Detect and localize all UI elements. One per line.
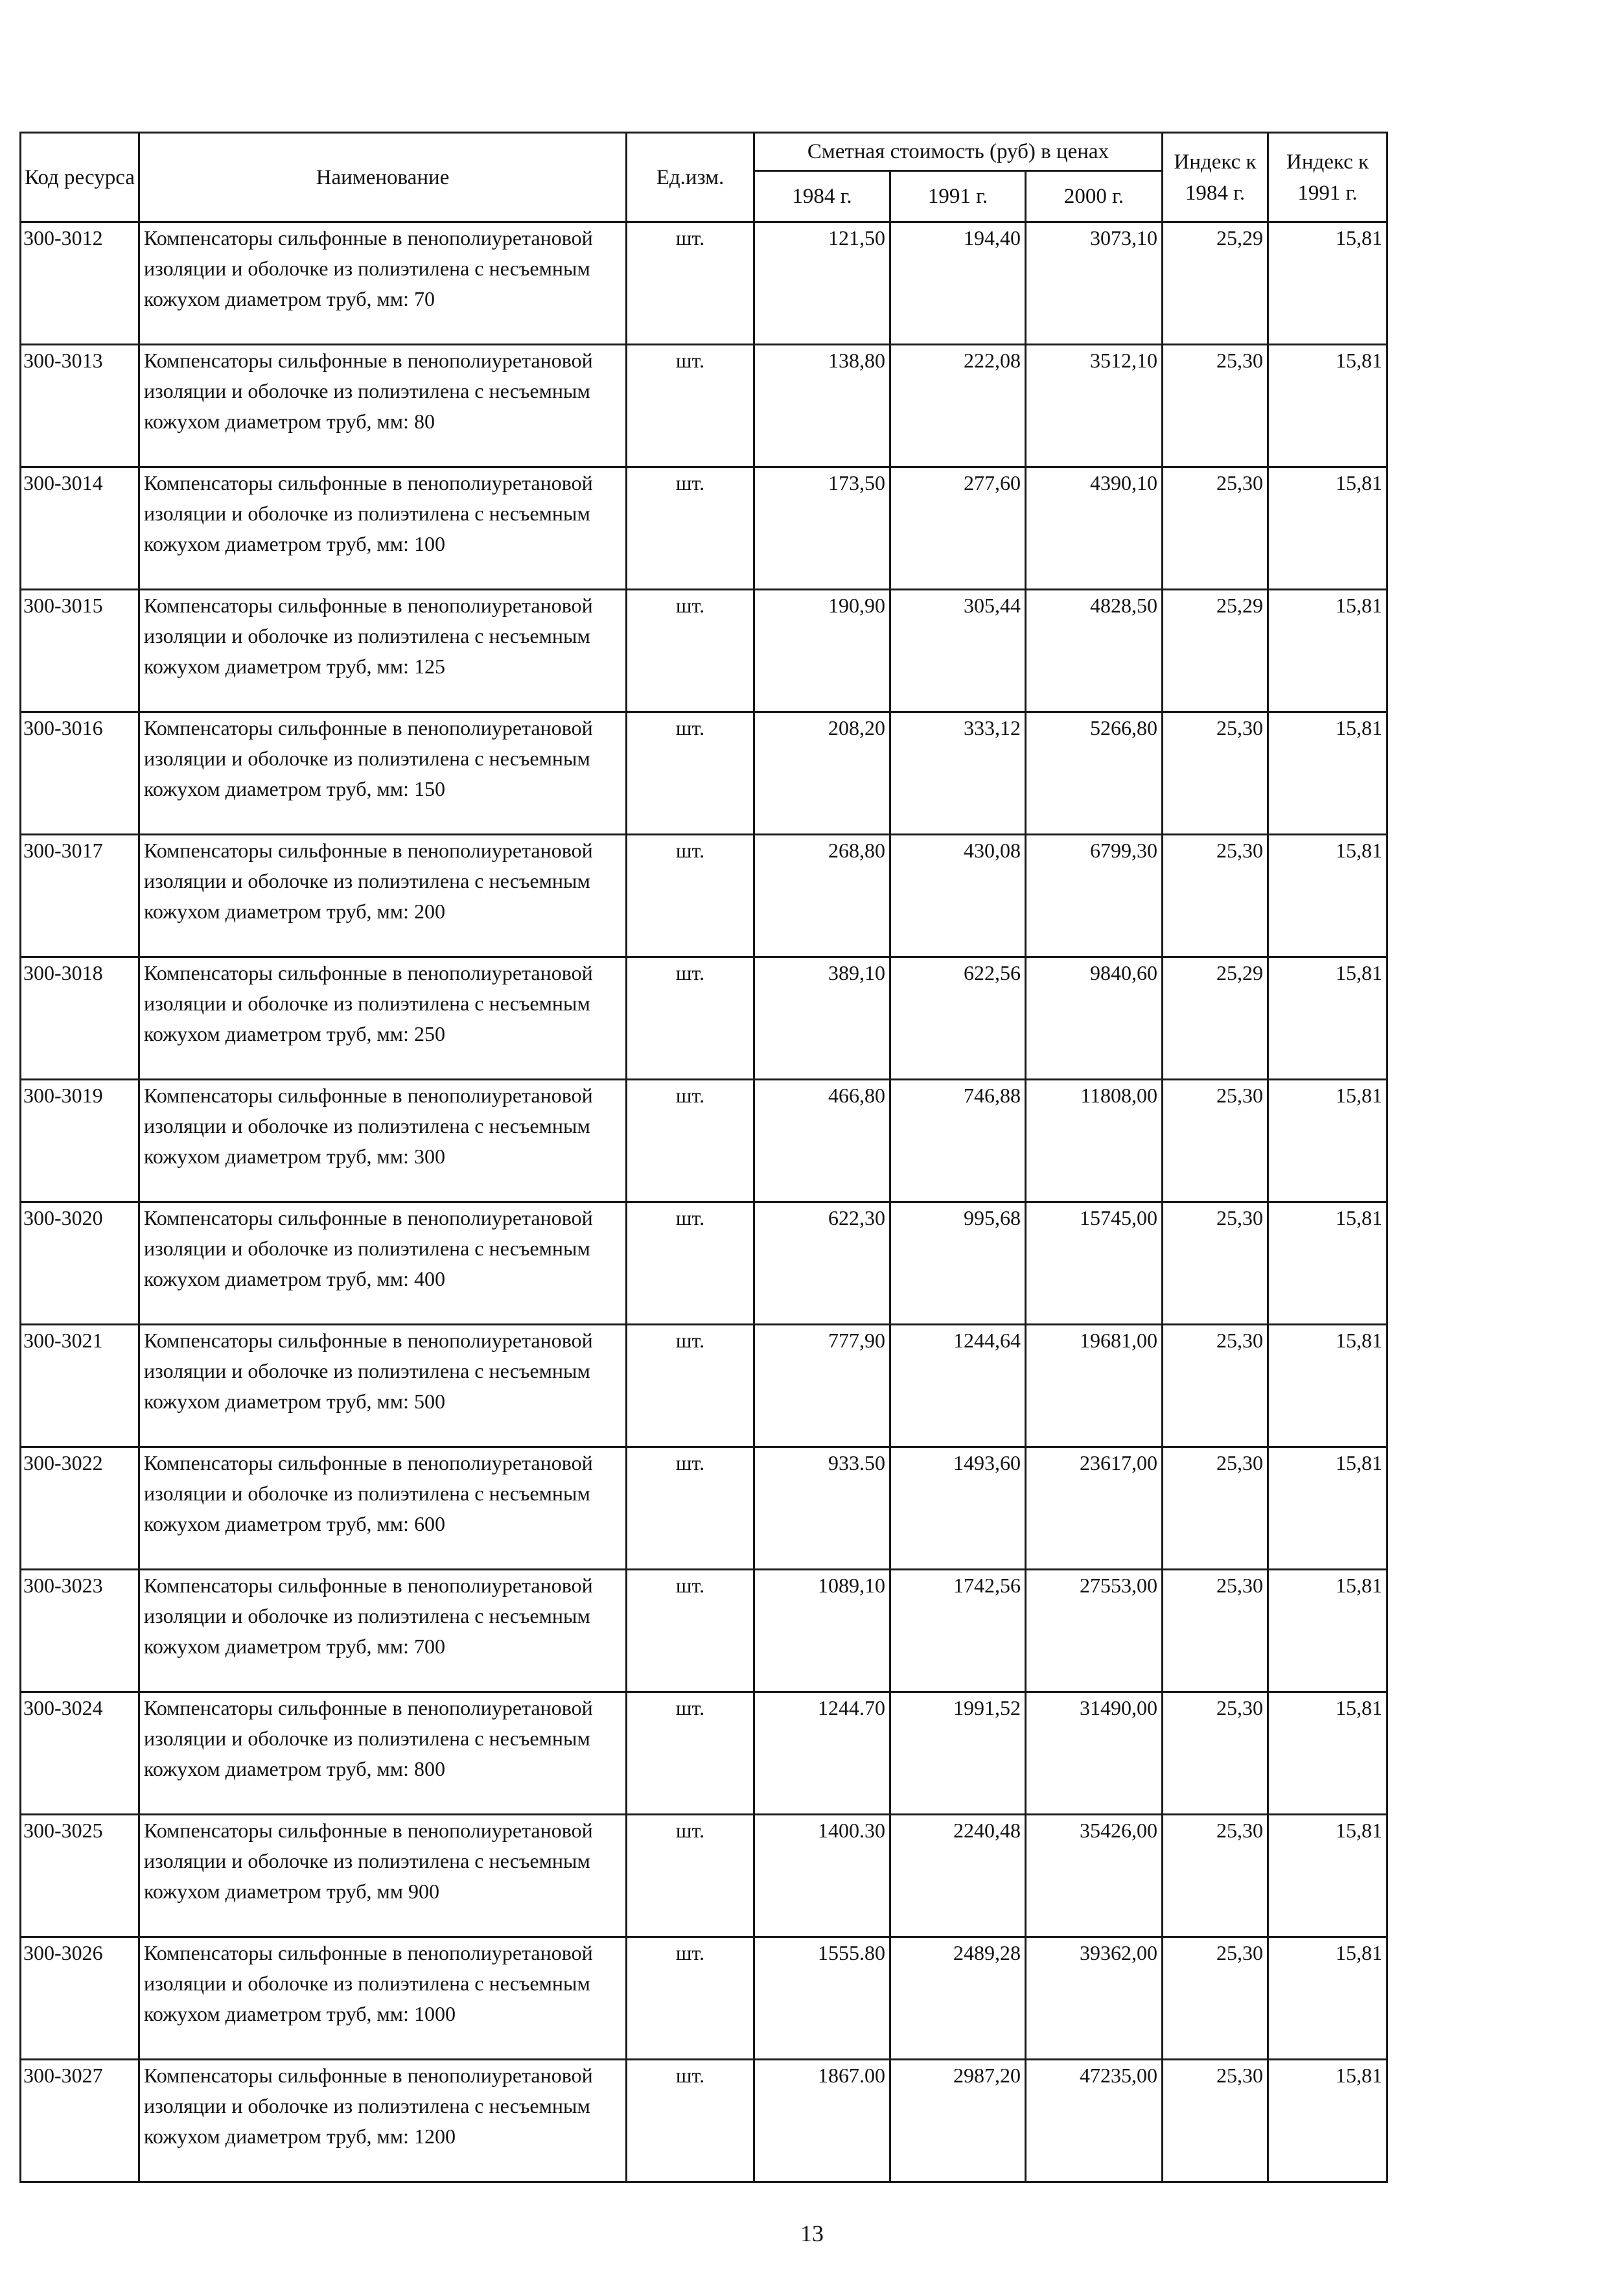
col-header-index-1984: Индекс к 1984 г. bbox=[1163, 133, 1268, 222]
resource-code: 300-3018 bbox=[21, 957, 139, 1080]
price-2000: 5266,80 bbox=[1026, 712, 1163, 835]
index-to-1991: 15,81 bbox=[1268, 1815, 1387, 1937]
price-1991: 746,88 bbox=[890, 1080, 1026, 1202]
resource-code: 300-3020 bbox=[21, 1202, 139, 1325]
price-2000: 4390,10 bbox=[1026, 467, 1163, 590]
resource-code: 300-3022 bbox=[21, 1447, 139, 1570]
price-1991: 305,44 bbox=[890, 590, 1026, 712]
index-to-1984: 25,30 bbox=[1163, 1447, 1268, 1570]
resource-name: Компенсаторы сильфонные в пенополиуретановой изоляции и оболочке из полиэтилена с несъемным кожухом диаметром труб, мм: 1000 bbox=[139, 1937, 627, 2060]
price-1984: 389,10 bbox=[754, 957, 890, 1080]
resource-code: 300-3021 bbox=[21, 1325, 139, 1447]
resource-name: Компенсаторы сильфонные в пенополиуретановой изоляции и оболочке из полиэтилена с несъемным кожухом диаметром труб, мм: 400 bbox=[139, 1202, 627, 1325]
price-1984: 190,90 bbox=[754, 590, 890, 712]
table-row bbox=[21, 2060, 1387, 2182]
resource-code: 300-3019 bbox=[21, 1080, 139, 1202]
index-to-1984: 25,29 bbox=[1163, 590, 1268, 712]
price-1991: 222,08 bbox=[890, 345, 1026, 467]
price-1984: 1555.80 bbox=[754, 1937, 890, 2060]
index-to-1991: 15,81 bbox=[1268, 1692, 1387, 1815]
table-row bbox=[21, 1937, 1387, 2060]
price-1984: 1089,10 bbox=[754, 1570, 890, 1692]
price-2000: 3512,10 bbox=[1026, 345, 1163, 467]
unit-of-measure: шт. bbox=[627, 590, 754, 712]
resource-name: Компенсаторы сильфонные в пенополиуретановой изоляции и оболочке из полиэтилена с несъемным кожухом диаметром труб, мм: 300 bbox=[139, 1080, 627, 1202]
table-row bbox=[21, 712, 1387, 835]
price-2000: 11808,00 bbox=[1026, 1080, 1163, 1202]
resource-name: Компенсаторы сильфонные в пенополиуретановой изоляции и оболочке из полиэтилена с несъемным кожухом диаметром труб, мм: 250 bbox=[139, 957, 627, 1080]
price-1984: 466,80 bbox=[754, 1080, 890, 1202]
table-row bbox=[21, 222, 1387, 345]
index-to-1991: 15,81 bbox=[1268, 345, 1387, 467]
resource-code: 300-3014 bbox=[21, 467, 139, 590]
unit-of-measure: шт. bbox=[627, 1937, 754, 2060]
price-2000: 39362,00 bbox=[1026, 1937, 1163, 2060]
table-row bbox=[21, 1570, 1387, 1692]
index-to-1991: 15,81 bbox=[1268, 712, 1387, 835]
price-1991: 2240,48 bbox=[890, 1815, 1026, 1937]
unit-of-measure: шт. bbox=[627, 1080, 754, 1202]
price-1984: 208,20 bbox=[754, 712, 890, 835]
table-row bbox=[21, 1080, 1387, 1202]
price-1984: 138,80 bbox=[754, 345, 890, 467]
table-row bbox=[21, 1692, 1387, 1815]
index-to-1991: 15,81 bbox=[1268, 835, 1387, 957]
resource-code: 300-3013 bbox=[21, 345, 139, 467]
unit-of-measure: шт. bbox=[627, 1325, 754, 1447]
price-1984: 622,30 bbox=[754, 1202, 890, 1325]
resource-name: Компенсаторы сильфонные в пенополиуретановой изоляции и оболочке из полиэтилена с несъемным кожухом диаметром труб, мм: 500 bbox=[139, 1325, 627, 1447]
table-row bbox=[21, 590, 1387, 712]
table-row bbox=[21, 467, 1387, 590]
index-to-1984: 25,30 bbox=[1163, 1325, 1268, 1447]
price-1991: 277,60 bbox=[890, 467, 1026, 590]
resource-code: 300-3015 bbox=[21, 590, 139, 712]
price-1984: 1867.00 bbox=[754, 2060, 890, 2182]
price-1991: 2987,20 bbox=[890, 2060, 1026, 2182]
index-to-1991: 15,81 bbox=[1268, 590, 1387, 712]
table-body bbox=[21, 222, 1387, 2182]
index-to-1991: 15,81 bbox=[1268, 1080, 1387, 1202]
resource-name: Компенсаторы сильфонные в пенополиуретановой изоляции и оболочке из полиэтилена с несъемным кожухом диаметром труб, мм: 600 bbox=[139, 1447, 627, 1570]
index-to-1991: 15,81 bbox=[1268, 957, 1387, 1080]
resource-code: 300-3017 bbox=[21, 835, 139, 957]
index-to-1991: 15,81 bbox=[1268, 222, 1387, 345]
index-to-1984: 25,30 bbox=[1163, 1692, 1268, 1815]
page-number: 13 bbox=[800, 2220, 824, 2246]
unit-of-measure: шт. bbox=[627, 2060, 754, 2182]
index-to-1984: 25,30 bbox=[1163, 467, 1268, 590]
resource-name: Компенсаторы сильфонные в пенополиуретановой изоляции и оболочке из полиэтилена с несъемным кожухом диаметром труб, мм: 70 bbox=[139, 222, 627, 345]
resource-name: Компенсаторы сильфонные в пенополиуретановой изоляции и оболочке из полиэтилена с несъемным кожухом диаметром труб, мм 900 bbox=[139, 1815, 627, 1937]
price-1984: 173,50 bbox=[754, 467, 890, 590]
resource-name: Компенсаторы сильфонные в пенополиуретановой изоляции и оболочке из полиэтилена с несъемным кожухом диаметром труб, мм: 100 bbox=[139, 467, 627, 590]
price-1991: 1742,56 bbox=[890, 1570, 1026, 1692]
index-to-1991: 15,81 bbox=[1268, 467, 1387, 590]
price-2000: 19681,00 bbox=[1026, 1325, 1163, 1447]
table-row bbox=[21, 1447, 1387, 1570]
price-2000: 27553,00 bbox=[1026, 1570, 1163, 1692]
unit-of-measure: шт. bbox=[627, 1202, 754, 1325]
index-to-1991: 15,81 bbox=[1268, 1447, 1387, 1570]
price-1991: 622,56 bbox=[890, 957, 1026, 1080]
unit-of-measure: шт. bbox=[627, 345, 754, 467]
resource-code: 300-3016 bbox=[21, 712, 139, 835]
index-to-1984: 25,30 bbox=[1163, 1570, 1268, 1692]
index-to-1984: 25,30 bbox=[1163, 345, 1268, 467]
col-header-code: Код ресурса bbox=[21, 133, 139, 222]
index-to-1984: 25,30 bbox=[1163, 712, 1268, 835]
resource-code: 300-3023 bbox=[21, 1570, 139, 1692]
unit-of-measure: шт. bbox=[627, 467, 754, 590]
resource-code: 300-3027 bbox=[21, 2060, 139, 2182]
index-to-1984: 25,29 bbox=[1163, 222, 1268, 345]
col-header-cost-group: Сметная стоимость (руб) в ценах bbox=[754, 133, 1163, 171]
index-to-1984: 25,30 bbox=[1163, 1080, 1268, 1202]
price-1991: 995,68 bbox=[890, 1202, 1026, 1325]
col-header-index-1991: Индекс к 1991 г. bbox=[1268, 133, 1387, 222]
index-to-1991: 15,81 bbox=[1268, 1202, 1387, 1325]
index-to-1984: 25,29 bbox=[1163, 957, 1268, 1080]
price-2000: 15745,00 bbox=[1026, 1202, 1163, 1325]
index-to-1991: 15,81 bbox=[1268, 1325, 1387, 1447]
price-2000: 23617,00 bbox=[1026, 1447, 1163, 1570]
col-header-2000: 2000 г. bbox=[1026, 171, 1163, 222]
unit-of-measure: шт. bbox=[627, 1447, 754, 1570]
resource-name: Компенсаторы сильфонные в пенополиуретановой изоляции и оболочке из полиэтилена с несъемным кожухом диаметром труб, мм: 80 bbox=[139, 345, 627, 467]
price-1991: 1991,52 bbox=[890, 1692, 1026, 1815]
price-1991: 2489,28 bbox=[890, 1937, 1026, 2060]
resource-name: Компенсаторы сильфонные в пенополиуретановой изоляции и оболочке из полиэтилена с несъемным кожухом диаметром труб, мм: 125 bbox=[139, 590, 627, 712]
unit-of-measure: шт. bbox=[627, 1570, 754, 1692]
resource-name: Компенсаторы сильфонные в пенополиуретановой изоляции и оболочке из полиэтилена с несъемным кожухом диаметром труб, мм: 200 bbox=[139, 835, 627, 957]
unit-of-measure: шт. bbox=[627, 1692, 754, 1815]
price-1984: 121,50 bbox=[754, 222, 890, 345]
index-to-1991: 15,81 bbox=[1268, 1570, 1387, 1692]
resource-code: 300-3012 bbox=[21, 222, 139, 345]
table-row bbox=[21, 835, 1387, 957]
price-2000: 35426,00 bbox=[1026, 1815, 1163, 1937]
resource-name: Компенсаторы сильфонные в пенополиуретановой изоляции и оболочке из полиэтилена с несъемным кожухом диаметром труб, мм: 1200 bbox=[139, 2060, 627, 2182]
price-1984: 1400.30 bbox=[754, 1815, 890, 1937]
unit-of-measure: шт. bbox=[627, 1815, 754, 1937]
table-row bbox=[21, 1815, 1387, 1937]
col-header-name: Наименование bbox=[139, 133, 627, 222]
resource-code: 300-3026 bbox=[21, 1937, 139, 2060]
unit-of-measure: шт. bbox=[627, 712, 754, 835]
resource-name: Компенсаторы сильфонные в пенополиуретановой изоляции и оболочке из полиэтилена с несъемным кожухом диаметром труб, мм: 800 bbox=[139, 1692, 627, 1815]
price-1991: 430,08 bbox=[890, 835, 1026, 957]
table-row bbox=[21, 345, 1387, 467]
unit-of-measure: шт. bbox=[627, 835, 754, 957]
price-table bbox=[19, 132, 1388, 2183]
col-header-unit: Ед.изм. bbox=[627, 133, 754, 222]
index-to-1984: 25,30 bbox=[1163, 2060, 1268, 2182]
price-2000: 9840,60 bbox=[1026, 957, 1163, 1080]
table-row bbox=[21, 1202, 1387, 1325]
price-1984: 933.50 bbox=[754, 1447, 890, 1570]
price-2000: 6799,30 bbox=[1026, 835, 1163, 957]
index-to-1991: 15,81 bbox=[1268, 1937, 1387, 2060]
price-1991: 194,40 bbox=[890, 222, 1026, 345]
price-1984: 1244.70 bbox=[754, 1692, 890, 1815]
index-to-1984: 25,30 bbox=[1163, 1815, 1268, 1937]
unit-of-measure: шт. bbox=[627, 957, 754, 1080]
resource-code: 300-3024 bbox=[21, 1692, 139, 1815]
price-1991: 1244,64 bbox=[890, 1325, 1026, 1447]
price-2000: 47235,00 bbox=[1026, 2060, 1163, 2182]
unit-of-measure: шт. bbox=[627, 222, 754, 345]
price-1984: 777,90 bbox=[754, 1325, 890, 1447]
table-row bbox=[21, 1325, 1387, 1447]
price-2000: 31490,00 bbox=[1026, 1692, 1163, 1815]
index-to-1991: 15,81 bbox=[1268, 2060, 1387, 2182]
header-row-top bbox=[21, 133, 1387, 171]
index-to-1984: 25,30 bbox=[1163, 1202, 1268, 1325]
index-to-1984: 25,30 bbox=[1163, 835, 1268, 957]
price-2000: 3073,10 bbox=[1026, 222, 1163, 345]
price-2000: 4828,50 bbox=[1026, 590, 1163, 712]
table-row bbox=[21, 957, 1387, 1080]
resource-name: Компенсаторы сильфонные в пенополиуретановой изоляции и оболочке из полиэтилена с несъемным кожухом диаметром труб, мм: 700 bbox=[139, 1570, 627, 1692]
price-1984: 268,80 bbox=[754, 835, 890, 957]
col-header-1984: 1984 г. bbox=[754, 171, 890, 222]
resource-code: 300-3025 bbox=[21, 1815, 139, 1937]
col-header-1991: 1991 г. bbox=[890, 171, 1026, 222]
resource-name: Компенсаторы сильфонные в пенополиуретановой изоляции и оболочке из полиэтилена с несъемным кожухом диаметром труб, мм: 150 bbox=[139, 712, 627, 835]
price-1991: 1493,60 bbox=[890, 1447, 1026, 1570]
price-1991: 333,12 bbox=[890, 712, 1026, 835]
index-to-1984: 25,30 bbox=[1163, 1937, 1268, 2060]
